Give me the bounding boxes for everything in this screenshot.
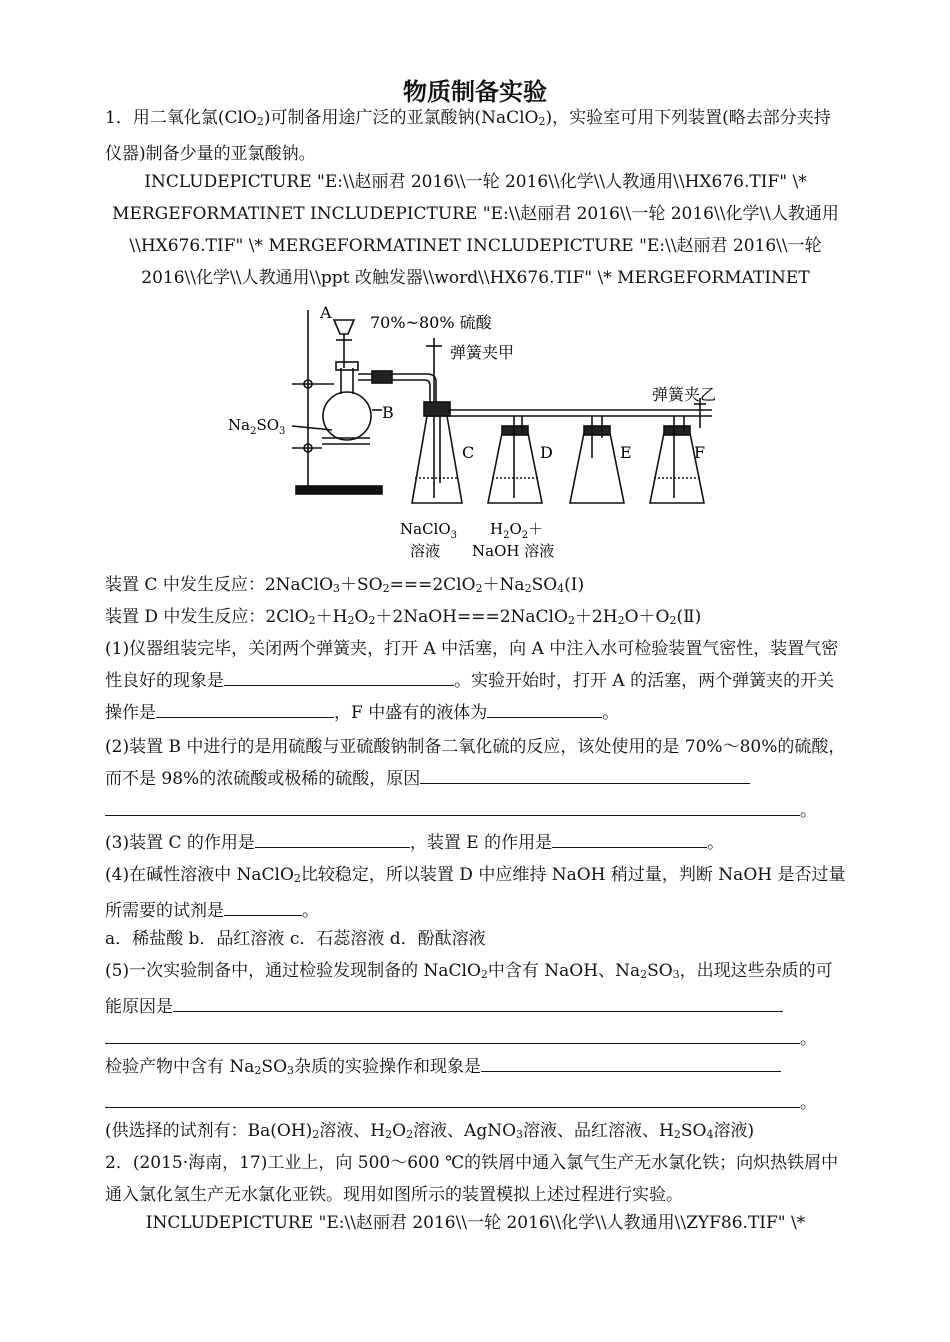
label-acid: 70%~80% 硫酸 — [370, 313, 492, 332]
answer-blank-5b[interactable] — [105, 1025, 800, 1044]
reaction-d: 装置 D 中发生反应：$2ClO_2+H_2O_2+2NaOH===2NaClO_2+2H_2O+O_2(Ⅱ)$ — [105, 607, 702, 627]
answer-blank-1c[interactable] — [487, 699, 602, 718]
answer-blank-5c[interactable] — [481, 1053, 781, 1072]
apparatus-diagram — [222, 298, 742, 566]
field-code-1: INCLUDEPICTURE "E:\\赵丽君 2016\\一轮 2016\\化学\\人教通用\\HX676.TIF" \* MERGEFORMATINET INCLUDEPICTURE "E:\\赵丽君 2016\\一轮 2016\\化学\\人教通用\\HX676.TIF" \* MERGEFORMATINET INCLUDEPICTURE "E:\\赵丽君 2016\\一轮 2016\\化学\\人教通用\\ppt 改触发器\\word\\HX676.TIF" \* MERGEFORMATINET — [112, 172, 839, 288]
reagents-list: (供选择的试剂有：$Ba(OH)_2$溶液、$H_2O_2$溶液、AgNO$_3$溶液、品红溶液、$H_2SO_4$溶液) — [105, 1121, 755, 1141]
label-h2o2: $H_2O_2+$ — [490, 520, 544, 541]
question-part-4-options: a．稀盐酸 b．品红溶液 c．石蕊溶液 d．酚酞溶液 — [105, 929, 486, 949]
question-part-1: (1)仪器组装完毕，关闭两个弹簧夹，打开 A 中活塞，向 A 中注入水可检验装置气密性，装置气密性良好的现象是 。实验开始时，打开 A 的活塞，两个弹簧夹的开关操作是 ，F 中盛有的液体为 。 — [105, 639, 839, 723]
label-naclo3-solution: 溶液 — [410, 542, 441, 560]
reaction-c: 装置 C 中发生反应：$2NaClO_3+SO_2===2ClO_2+Na_2SO_4(Ⅰ)$ — [105, 575, 585, 595]
answer-blank-1b[interactable] — [156, 699, 334, 718]
q2-intro: 2．(2015·海南，17)工业上，向 500～600 ℃的铁屑中通入氯气生产无水氯化铁；向炽热铁屑中通入氯化氢生产无水氯化亚铁。现用如图所示的装置模拟上述过程进行实验。 — [105, 1153, 839, 1205]
label-a: A — [320, 303, 332, 322]
answer-blank-3b[interactable] — [552, 829, 707, 848]
answer-blank-3a[interactable] — [255, 829, 410, 848]
label-e: E — [620, 443, 632, 462]
label-b: B — [382, 403, 394, 422]
answer-blank-5d[interactable] — [105, 1089, 800, 1108]
answer-blank-2b[interactable] — [105, 797, 800, 816]
question-part-5-check: 检验产物中含有 $Na_2SO_3$杂质的实验操作和现象是 。 — [105, 1051, 847, 1119]
label-naclo3: NaClO$_3$ — [400, 520, 458, 541]
question-part-3: (3)装置 C 的作用是 ，装置 E 的作用是 。 — [105, 827, 847, 859]
label-clamp-jia: 弹簧夹甲 — [450, 343, 515, 362]
answer-blank-1a[interactable] — [224, 667, 454, 686]
label-f: F — [694, 443, 706, 462]
label-clamp-yi: 弹簧夹乙 — [652, 385, 717, 404]
page-title: 物质制备实验 — [403, 78, 547, 106]
label-naoh: NaOH 溶液 — [472, 542, 555, 560]
field-code-2: INCLUDEPICTURE "E:\\赵丽君 2016\\一轮 2016\\化学\\人教通用\\ZYF86.TIF" \* — [145, 1213, 806, 1233]
label-na2so3: $Na_2SO_3$ — [228, 416, 286, 437]
label-d: D — [540, 443, 553, 462]
answer-blank-2a[interactable] — [420, 765, 750, 784]
label-c: C — [462, 443, 475, 462]
question-part-2: (2)装置 B 中进行的是用硫酸与亚硫酸钠制备二氧化硫的反应，该处使用的是 70%～80%的硫酸，而不是 98%的浓硫酸或极稀的硫酸，原因 。 — [105, 737, 846, 821]
question-part-4: (4)在碱性溶液中 NaClO$_2$比较稳定，所以装置 D 中应维持 NaOH 稍过量，判断 NaOH 是否过量所需要的试剂是 。 — [105, 865, 846, 921]
answer-blank-5a[interactable] — [173, 993, 783, 1012]
question-part-5: (5)一次实验制备中，通过检验发现制备的 NaClO$_2$中含有 NaOH、$Na_2SO_3$，出现这些杂质的可能原因是 。 — [105, 961, 833, 1049]
answer-blank-4[interactable] — [224, 897, 302, 916]
q1-intro: 1．用二氧化氯(ClO$_2$)可制备用途广泛的亚氯酸钠(NaClO$_2$)，实验室可用下列装置(略去部分夹持仪器)制备少量的亚氯酸钠。 — [105, 108, 831, 164]
